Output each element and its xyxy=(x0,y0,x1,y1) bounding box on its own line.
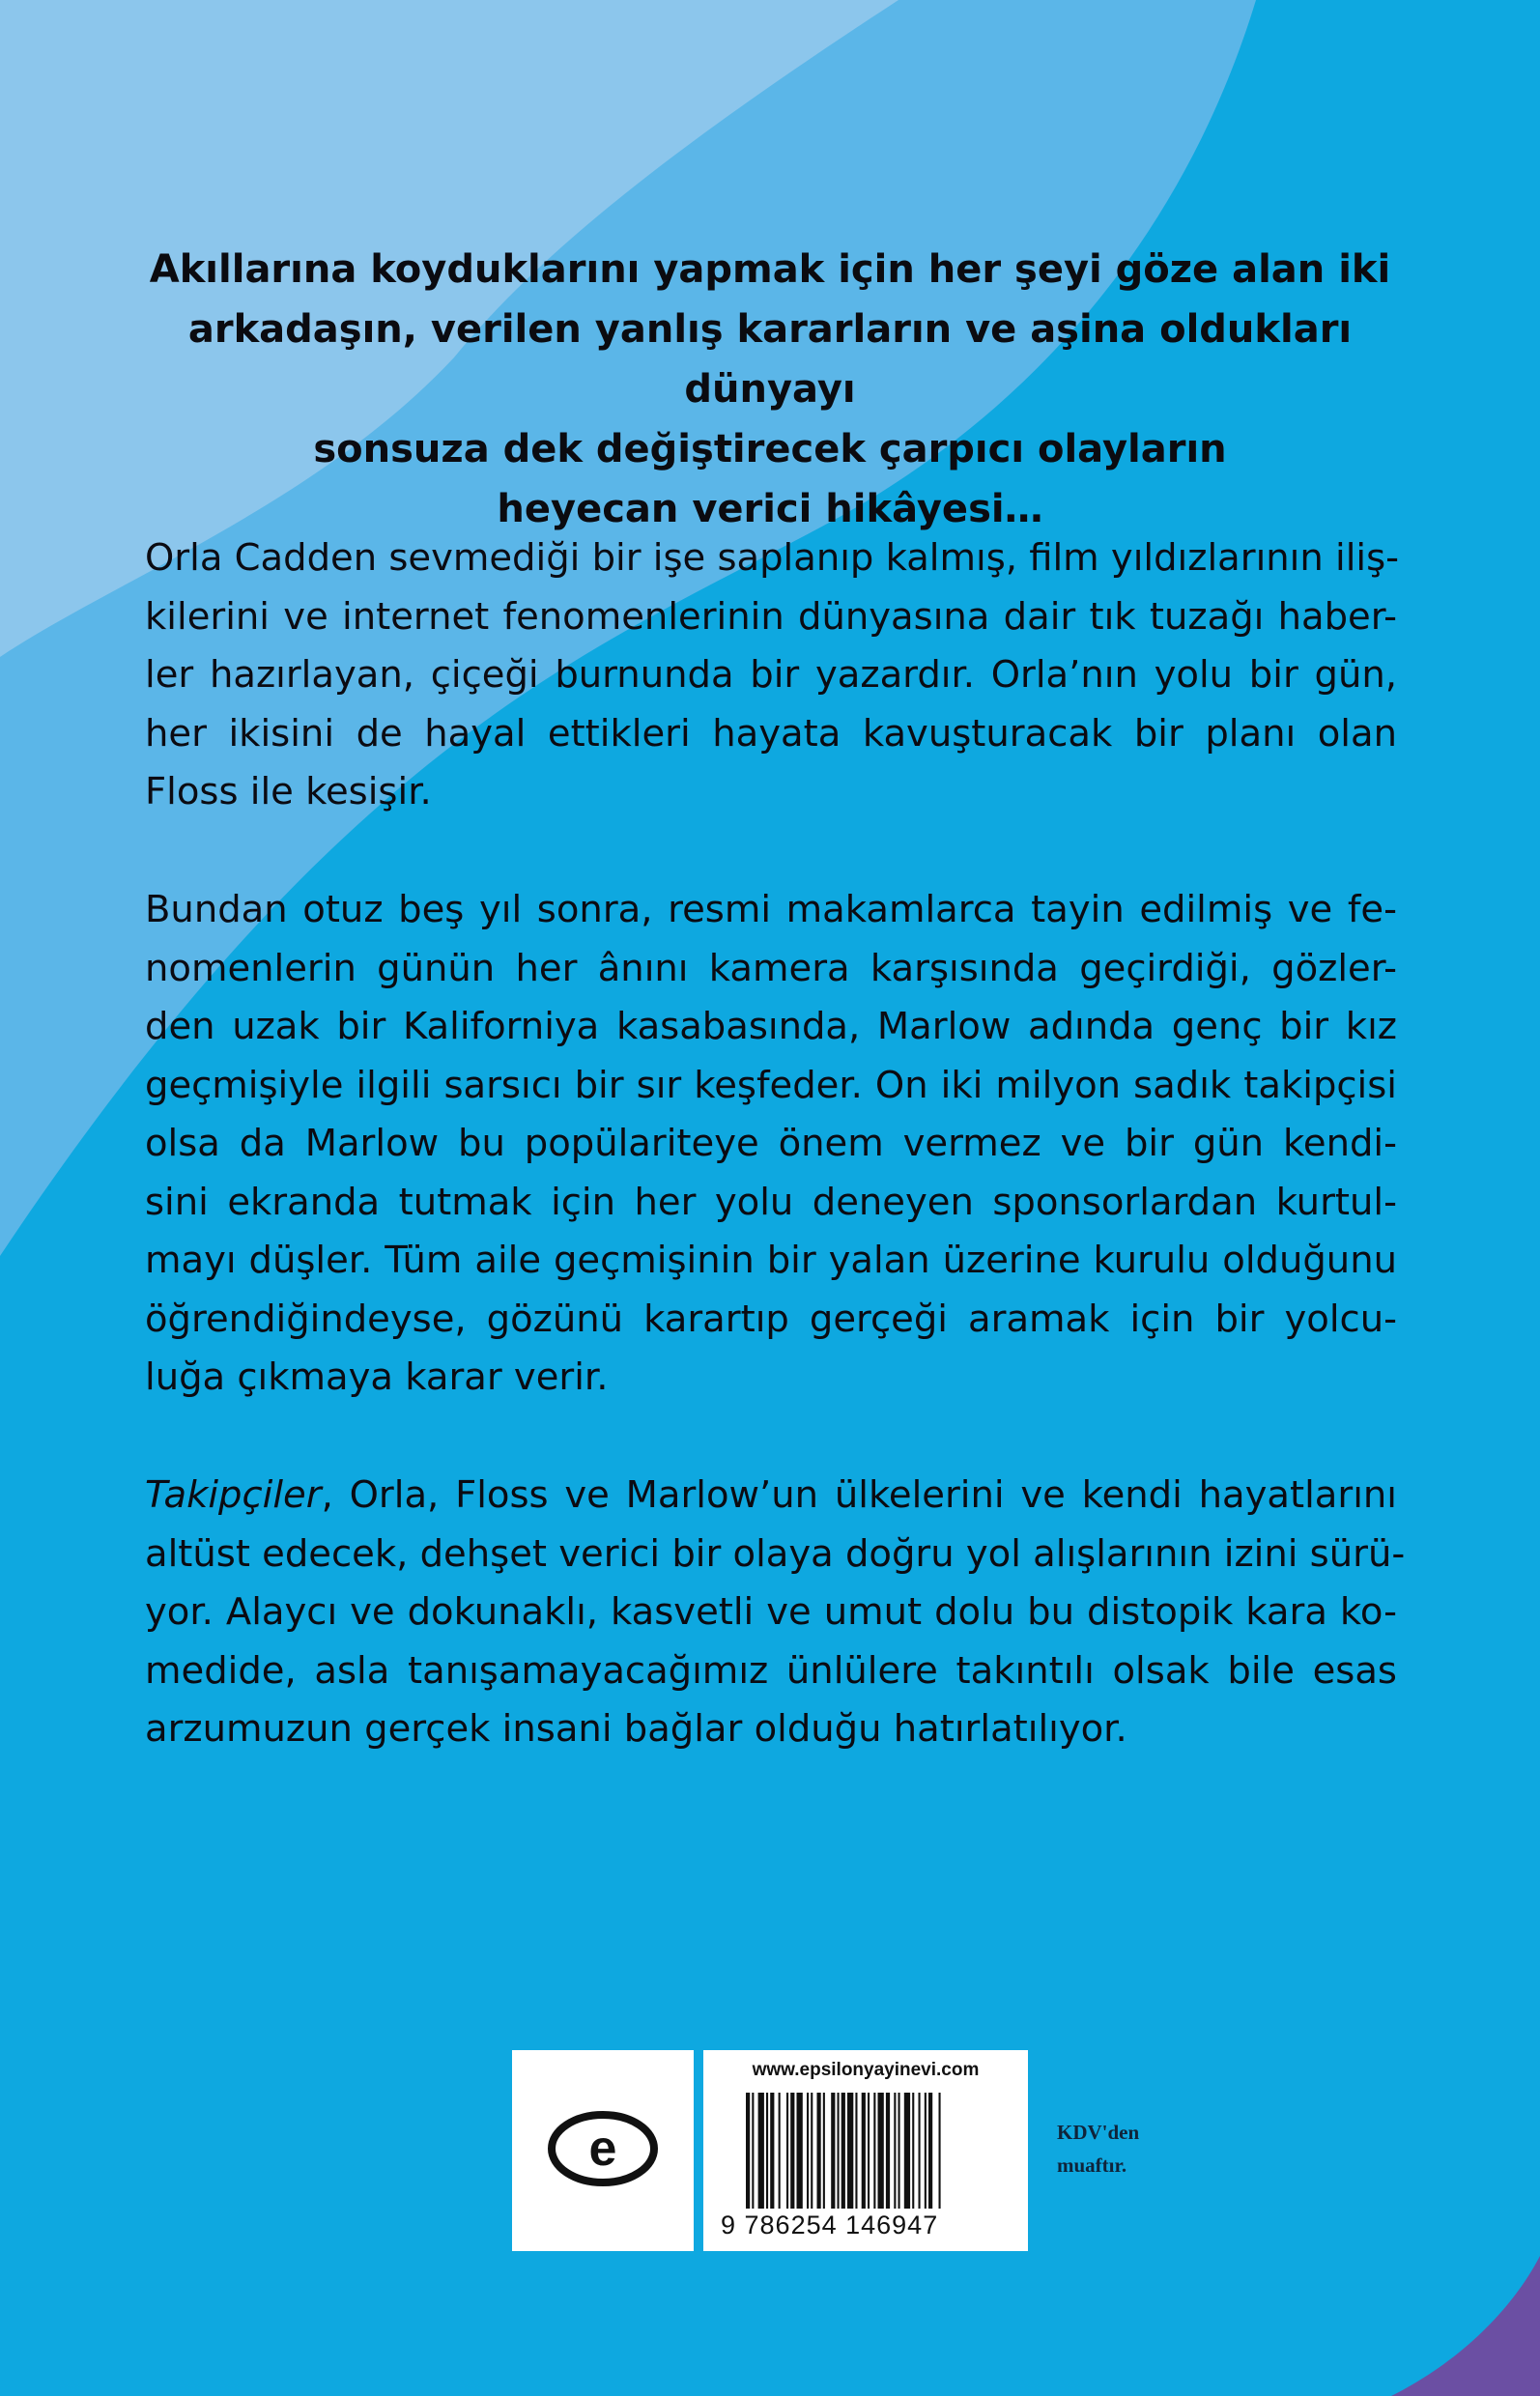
barcode-bar xyxy=(886,2093,890,2209)
barcode-bar xyxy=(807,2093,809,2209)
paragraph-line: Orla Cadden sevmediği bir işe saplanıp kalmış, film yıldızlarının iliş- xyxy=(145,536,1400,580)
barcode-bar xyxy=(838,2093,840,2209)
paragraph-first-line xyxy=(145,1467,1397,1526)
paragraph-line: mayı düşler. Tüm aile geçmişinin bir yalan üzerine kurulu olduğunu xyxy=(145,1239,1397,1282)
isbn-number: 9 786254 146947 xyxy=(721,2211,939,2239)
epsilon-logo-icon xyxy=(547,2110,659,2187)
tax-note-line: KDV'den xyxy=(1057,2121,1140,2144)
synopsis-paragraph-1 xyxy=(145,529,1400,822)
barcode-bar xyxy=(873,2093,875,2209)
paragraph-line: luğa çıkmaya karar verir. xyxy=(145,1355,609,1399)
paragraph-line: yor. Alaycı ve dokunaklı, kasvetli ve umut dolu bu distopik kara ko- xyxy=(145,1590,1397,1634)
barcode-bar xyxy=(925,2093,927,2209)
publisher-website: www.epsilonyayinevi.com xyxy=(752,2060,980,2080)
barcode-bar xyxy=(939,2093,941,2209)
paragraph-line: Floss ile kesişir. xyxy=(145,770,432,813)
tax-note-line: muaftır. xyxy=(1057,2154,1127,2177)
barcode-bar xyxy=(868,2093,870,2209)
barcode-bar xyxy=(746,2093,750,2209)
barcode-bar xyxy=(878,2093,884,2209)
paragraph-line: her ikisini de hayal ettikleri hayata kavuşturacak bir planı olan xyxy=(145,711,1397,756)
barcode-bar xyxy=(766,2093,768,2209)
barcode-bar xyxy=(811,2093,813,2209)
barcode-bar xyxy=(928,2093,932,2209)
barcode-bar xyxy=(823,2093,825,2209)
barcode-bar xyxy=(831,2093,835,2209)
headline-line: Akıllarına koyduklarını yapmak için her şeyi göze alan iki xyxy=(149,247,1391,292)
svg-text:e: e xyxy=(588,2121,617,2177)
barcode-bar xyxy=(817,2093,821,2209)
barcode-bar xyxy=(855,2093,857,2209)
barcode-bar xyxy=(752,2093,754,2209)
barcode-bar xyxy=(786,2093,788,2209)
barcode-icon xyxy=(746,2093,1011,2209)
barcode-bar xyxy=(790,2093,794,2209)
headline-line: arkadaşın, verilen yanlış kararların ve aşina oldukları dünyayı xyxy=(187,307,1353,412)
barcode-bar xyxy=(841,2093,845,2209)
headline-line: sonsuza dek değiştirecek çarpıcı olayların xyxy=(313,427,1227,471)
paragraph-line: kilerini ve internet fenomenlerinin dünyasına dair tık tuzağı haber- xyxy=(145,594,1397,639)
isbn-barcode-box xyxy=(703,2050,1028,2251)
paragraph-line: nomenlerin günün her ânını kamera karşısında geçirdiği, gözler- xyxy=(145,946,1397,990)
synopsis-paragraph-2 xyxy=(145,881,1397,1408)
book-title-italic: Takipçiler xyxy=(145,1473,322,1517)
paragraph-line: olsa da Marlow bu popülariteye önem vermez ve bir gün kendi- xyxy=(145,1122,1397,1165)
barcode-bar xyxy=(894,2093,896,2209)
tax-exempt-note xyxy=(1057,2116,1183,2182)
tagline-headline xyxy=(116,240,1424,539)
barcode-bar xyxy=(779,2093,781,2209)
barcode-bar xyxy=(770,2093,774,2209)
barcode-bar xyxy=(847,2093,853,2209)
publisher-logo-box xyxy=(512,2050,694,2251)
paragraph-line: öğrendiğindeyse, gözünü karartıp gerçeği aramak için bir yolcu- xyxy=(145,1297,1397,1341)
paragraph-line: den uzak bir Kaliforniya kasabasında, Marlow adında genç bir kız xyxy=(145,1005,1397,1048)
barcode-bar xyxy=(904,2093,910,2209)
barcode-bar xyxy=(912,2093,914,2209)
barcode-bar xyxy=(919,2093,921,2209)
paragraph-line: altüst edecek, dehşet verici bir olaya doğru yol alışlarının izini sürü- xyxy=(145,1531,1406,1576)
barcode-bar xyxy=(758,2093,764,2209)
barcode-bar xyxy=(898,2093,900,2209)
paragraph-line-rest: , Orla, Floss ve Marlow’un ülkelerini ve kendi hayatlarını xyxy=(321,1473,1397,1517)
paragraph-line: sini ekranda tutmak için her yolu deneyen sponsorlardan kurtul- xyxy=(145,1180,1397,1224)
barcode-bar xyxy=(862,2093,866,2209)
paragraph-line: arzumuzun gerçek insani bağlar olduğu hatırlatılıyor. xyxy=(145,1707,1127,1751)
synopsis-paragraph-3 xyxy=(145,1467,1406,1759)
headline-line: heyecan verici hikâyesi… xyxy=(497,487,1043,531)
paragraph-line: Bundan otuz beş yıl sonra, resmi makamlarca tayin edilmiş ve fe- xyxy=(145,888,1397,931)
paragraph-line: geçmişiyle ilgili sarsıcı bir sır keşfeder. On iki milyon sadık takipçisi xyxy=(145,1063,1397,1107)
paragraph-line: medide, asla tanışamayacağımız ünlülere takıntılı olsak bile esas xyxy=(145,1648,1397,1693)
barcode-bar xyxy=(797,2093,803,2209)
paragraph-line: ler hazırlayan, çiçeği burnunda bir yazardır. Orla’nın yolu bir gün, xyxy=(145,653,1397,697)
